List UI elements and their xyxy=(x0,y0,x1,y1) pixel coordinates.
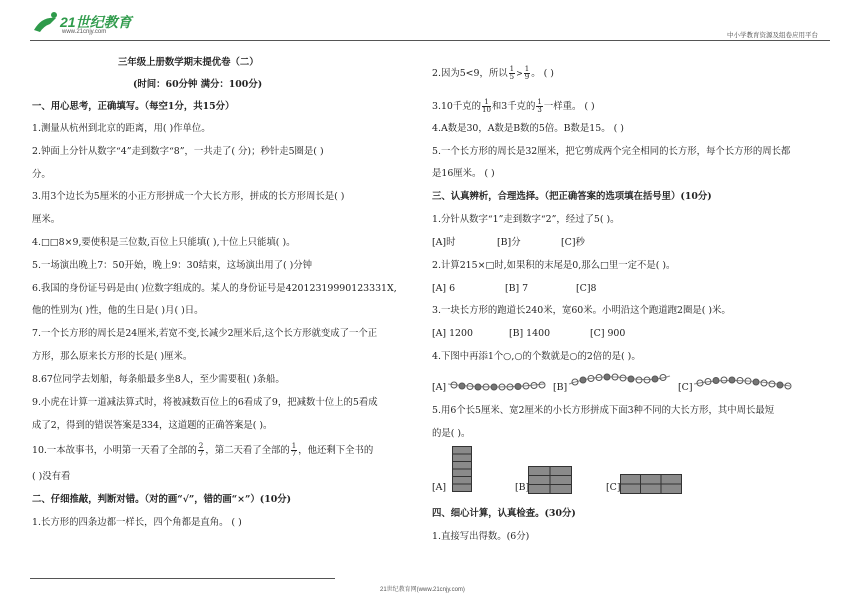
platform-title: 中小学教育资源及组卷应用平台 xyxy=(727,31,818,39)
site-logo xyxy=(30,10,140,42)
page-subtitle: (时间：60分钟 满分：100分) xyxy=(133,79,263,90)
choice-4-option-c: [C] xyxy=(678,382,693,393)
question-1-2-cont: 分。 xyxy=(32,169,51,180)
judge-1: 1.长方形的四条边都一样长，四个角都是直角。 ( ) xyxy=(32,517,242,528)
calc-1: 1.直接写出得数。(6分) xyxy=(432,531,530,542)
question-1-5: 5.一场演出晚上7：50开始，晚上9：30结束，这场演出用了( )分钟 xyxy=(32,260,313,271)
rect-arrangement-a xyxy=(452,446,472,492)
section-4-heading: 四、细心计算，认真检查。(30分) xyxy=(432,508,576,519)
choice-2-option-a: [A] 6 xyxy=(432,283,456,294)
bead-string-b xyxy=(567,372,672,390)
footnote-rule xyxy=(30,578,335,579)
question-1-3-cont: 厘米。 xyxy=(32,214,61,225)
section-2-heading: 二、仔细推敲，判断对错。（对的画“√”，错的画“×”）(10分) xyxy=(32,494,292,505)
judge-3: 3.10千克的 $\frac{1}{10}$ 和3千克的 $\frac{1}{3}$ 一样重。 ( ) xyxy=(432,98,595,114)
choice-5: 5.用6个长5厘米、宽2厘米的小长方形拼成下面3种不同的大长方形，其中周长最短 xyxy=(432,405,775,416)
question-1-1: 1.测量从杭州到北京的距离，用( )作单位。 xyxy=(32,123,211,134)
question-1-10-cont: ( )没有看 xyxy=(32,471,71,482)
choice-4-option-a: [A] xyxy=(432,382,447,393)
judge-2: 2.因为5<9，所以 $\frac{1}{5}$ > $\frac{1}{9}$ 。 ( ) xyxy=(432,65,554,81)
question-1-2: 2.钟面上分针从数字“4”走到数字“8”，一共走了( 分)；秒针走5圈是( ) xyxy=(32,146,324,157)
question-1-7: 7.一个长方形的周长是24厘米,若宽不变,长减少2厘米后,这个长方形就变成了一个正 xyxy=(32,328,378,339)
fraction-2-7: $\frac{2}{7}$ xyxy=(198,442,204,458)
judge-5: 5.一个长方形的周长是32厘米，把它剪成两个完全相同的长方形，每个长方形的周长都 xyxy=(432,146,791,157)
choice-5-option-a: [A] xyxy=(432,482,447,493)
choice-3: 3.一块长方形的跑道长240米，宽60米。小明沿这个跑道跑2圈是( )米。 xyxy=(432,305,731,316)
page-footer: 21世纪教育网(www.21cnjy.com) xyxy=(380,587,465,593)
judge-4: 4.A数是30，A数是B数的5倍。B数是15。 ( ) xyxy=(432,123,624,134)
question-1-7-cont: 方形，那么原来长方形的长是( )厘米。 xyxy=(32,351,193,362)
bead-string-a xyxy=(446,376,546,392)
question-1-6: 6.我国的身份证号码是由( )位数字组成的。某人的身份证号是42012319990123331X, xyxy=(32,283,397,294)
logo-text: 21世纪教育 xyxy=(60,14,132,30)
choice-1-option-b: [B]分 xyxy=(497,237,521,248)
choice-2-option-c: [C]8 xyxy=(576,283,597,294)
fraction-1-5: $\frac{1}{5}$ xyxy=(509,65,515,81)
question-1-3: 3.用3个边长为5厘米的小正方形拼成一个大长方形，拼成的长方形周长是( ) xyxy=(32,191,345,202)
choice-2-option-b: [B] 7 xyxy=(505,283,529,294)
logo-url: www.21cnjy.com xyxy=(62,29,107,35)
choice-1: 1.分针从数字“1”走到数字“2”，经过了5( )。 xyxy=(432,214,620,225)
question-1-9: 9.小虎在计算一道减法算式时，将被减数百位上的6看成了9，把减数十位上的5看成 xyxy=(32,397,378,408)
question-1-4: 4.□□8×9,要使积是三位数,百位上只能填( ),十位上只能填( )。 xyxy=(32,237,296,248)
choice-3-option-b: [B] 1400 xyxy=(509,328,551,339)
judge-5-cont: 是16厘米。 ( ) xyxy=(432,168,495,179)
rect-arrangement-b xyxy=(528,466,572,494)
bead-string-c xyxy=(692,374,792,392)
question-1-10: 10.一本故事书，小明第一天看了全部的 $\frac{2}{7}$ ，第二天看了全部的 $\frac{1}{7}$ ，他还剩下全书的 xyxy=(32,442,374,458)
rect-arrangement-c xyxy=(620,474,682,494)
fraction-1-9: $\frac{1}{9}$ xyxy=(524,65,530,81)
choice-1-option-c: [C]秒 xyxy=(561,237,585,248)
fraction-1-10: $\frac{1}{10}$ xyxy=(482,98,491,114)
choice-4: 4.下图中再添1个○,○的个数就是○的2倍的是( )。 xyxy=(432,351,641,362)
section-3-heading: 三、认真辨析，合理选择。（把正确答案的选项填在括号里）(10分) xyxy=(432,191,712,202)
page-title: 三年级上册数学期末提优卷（二） xyxy=(118,57,259,68)
choice-1-option-a: [A]时 xyxy=(432,237,456,248)
choice-2: 2.计算215×□时,如果积的末尾是0,那么□里一定不是( )。 xyxy=(432,260,676,271)
question-1-6-cont: 他的性别为( )性，他的生日是( )月( )日。 xyxy=(32,305,204,316)
section-1-heading: 一、用心思考，正确填写。（每空1分，共15分） xyxy=(32,101,235,112)
choice-3-option-c: [C] 900 xyxy=(590,328,626,339)
header-rule xyxy=(30,40,830,41)
choice-3-option-a: [A] 1200 xyxy=(432,328,473,339)
fraction-1-3: $\frac{1}{3}$ xyxy=(537,98,542,114)
fraction-1-7: $\frac{1}{7}$ xyxy=(291,442,297,458)
question-1-8: 8.67位同学去划船，每条船最多坐8人，至少需要租( )条船。 xyxy=(32,374,285,385)
choice-4-option-b: [B] xyxy=(553,382,568,393)
choice-5-cont: 的是( )。 xyxy=(432,428,471,439)
choice-5-option-c: [C] xyxy=(606,482,621,493)
choice-5-option-b: [B] xyxy=(515,482,530,493)
question-1-9-cont: 成了2，得到的错误答案是334，这道题的正确答案是( )。 xyxy=(32,420,273,431)
